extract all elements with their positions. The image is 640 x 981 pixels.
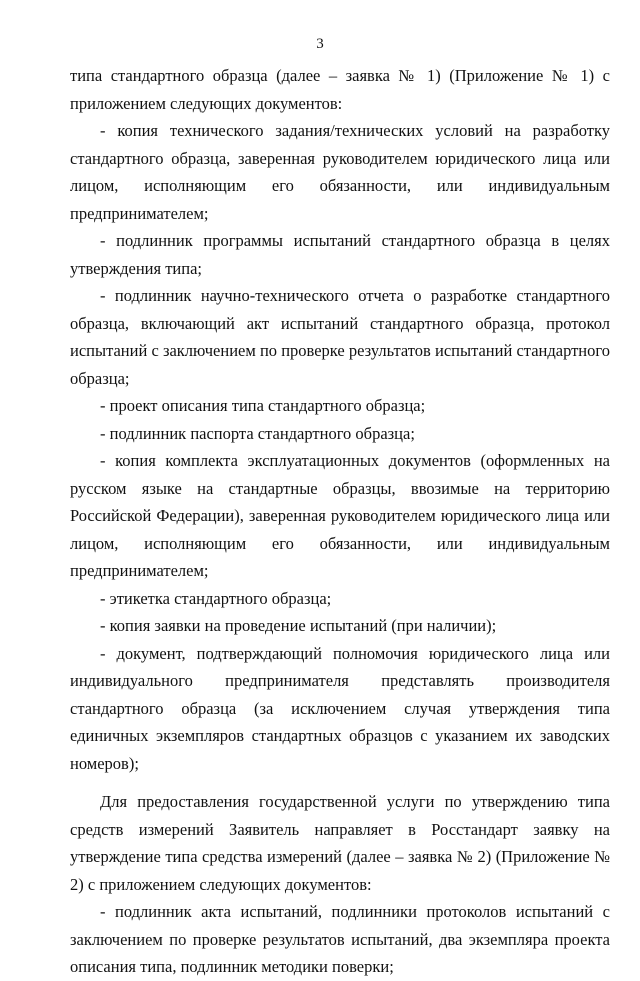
document-body xyxy=(70,62,610,981)
page-number: 3 xyxy=(316,36,324,52)
paragraph-intro-continuation: типа стандартного образца (далее – заявка № 1) (Приложение № 1) с приложением следующих документов: xyxy=(70,66,610,113)
list-item-technical-task-copy: - копия технического задания/технических условий на разработку стандартного образца, заверенная руководителем юридического лица или лицом, исполняющим его обязанности, или индивидуальным предпринимателем; xyxy=(70,121,610,223)
list-item-test-act: - подлинник акта испытаний, подлинники протоколов испытаний с заключением по проверке результатов испытаний, два экземпляра проекта описания типа, подлинник методики поверки; xyxy=(70,902,610,976)
list-item-scientific-report: - подлинник научно-технического отчета о разработке стандартного образца, включающий акт испытаний стандартного образца, протокол испытаний с заключением по проверке результатов испытаний стандартного образца; xyxy=(70,286,610,388)
list-item-operational-documents: - копия комплекта эксплуатационных документов (оформленных на русском языке на стандартные образцы, ввозимые на территорию Российской Федерации), заверенная руководителем юридического лица или лицом, исполняющим его обязанности, или индивидуальным предпринимателем; xyxy=(70,451,610,580)
list-item-test-program: - подлинник программы испытаний стандартного образца в целях утверждения типа; xyxy=(70,231,610,278)
list-item-label: - этикетка стандартного образца; xyxy=(100,588,332,608)
list-item-authority-document: - документ, подтверждающий полномочия юридического лица или индивидуального предпринимателя представлять производителя стандартного образца (за исключением случая утверждения типа единичных экземпляров стандартных образцов с указанием их заводских номеров); xyxy=(70,643,610,773)
list-item-test-application-copy: - копия заявки на проведение испытаний (при наличии); xyxy=(100,616,497,635)
list-item-type-description-draft: - проект описания типа стандартного образца; xyxy=(100,396,426,415)
list-item-passport: - подлинник паспорта стандартного образца; xyxy=(100,423,415,443)
paragraph-measuring-instruments: Для предоставления государственной услуги по утверждению типа средств измерений Заявитель направляет в Росстандарт заявку на утверждение типа средства измерений (далее – заявка № 2) (Приложение № 2) с приложением следующих документов: xyxy=(70,792,610,894)
